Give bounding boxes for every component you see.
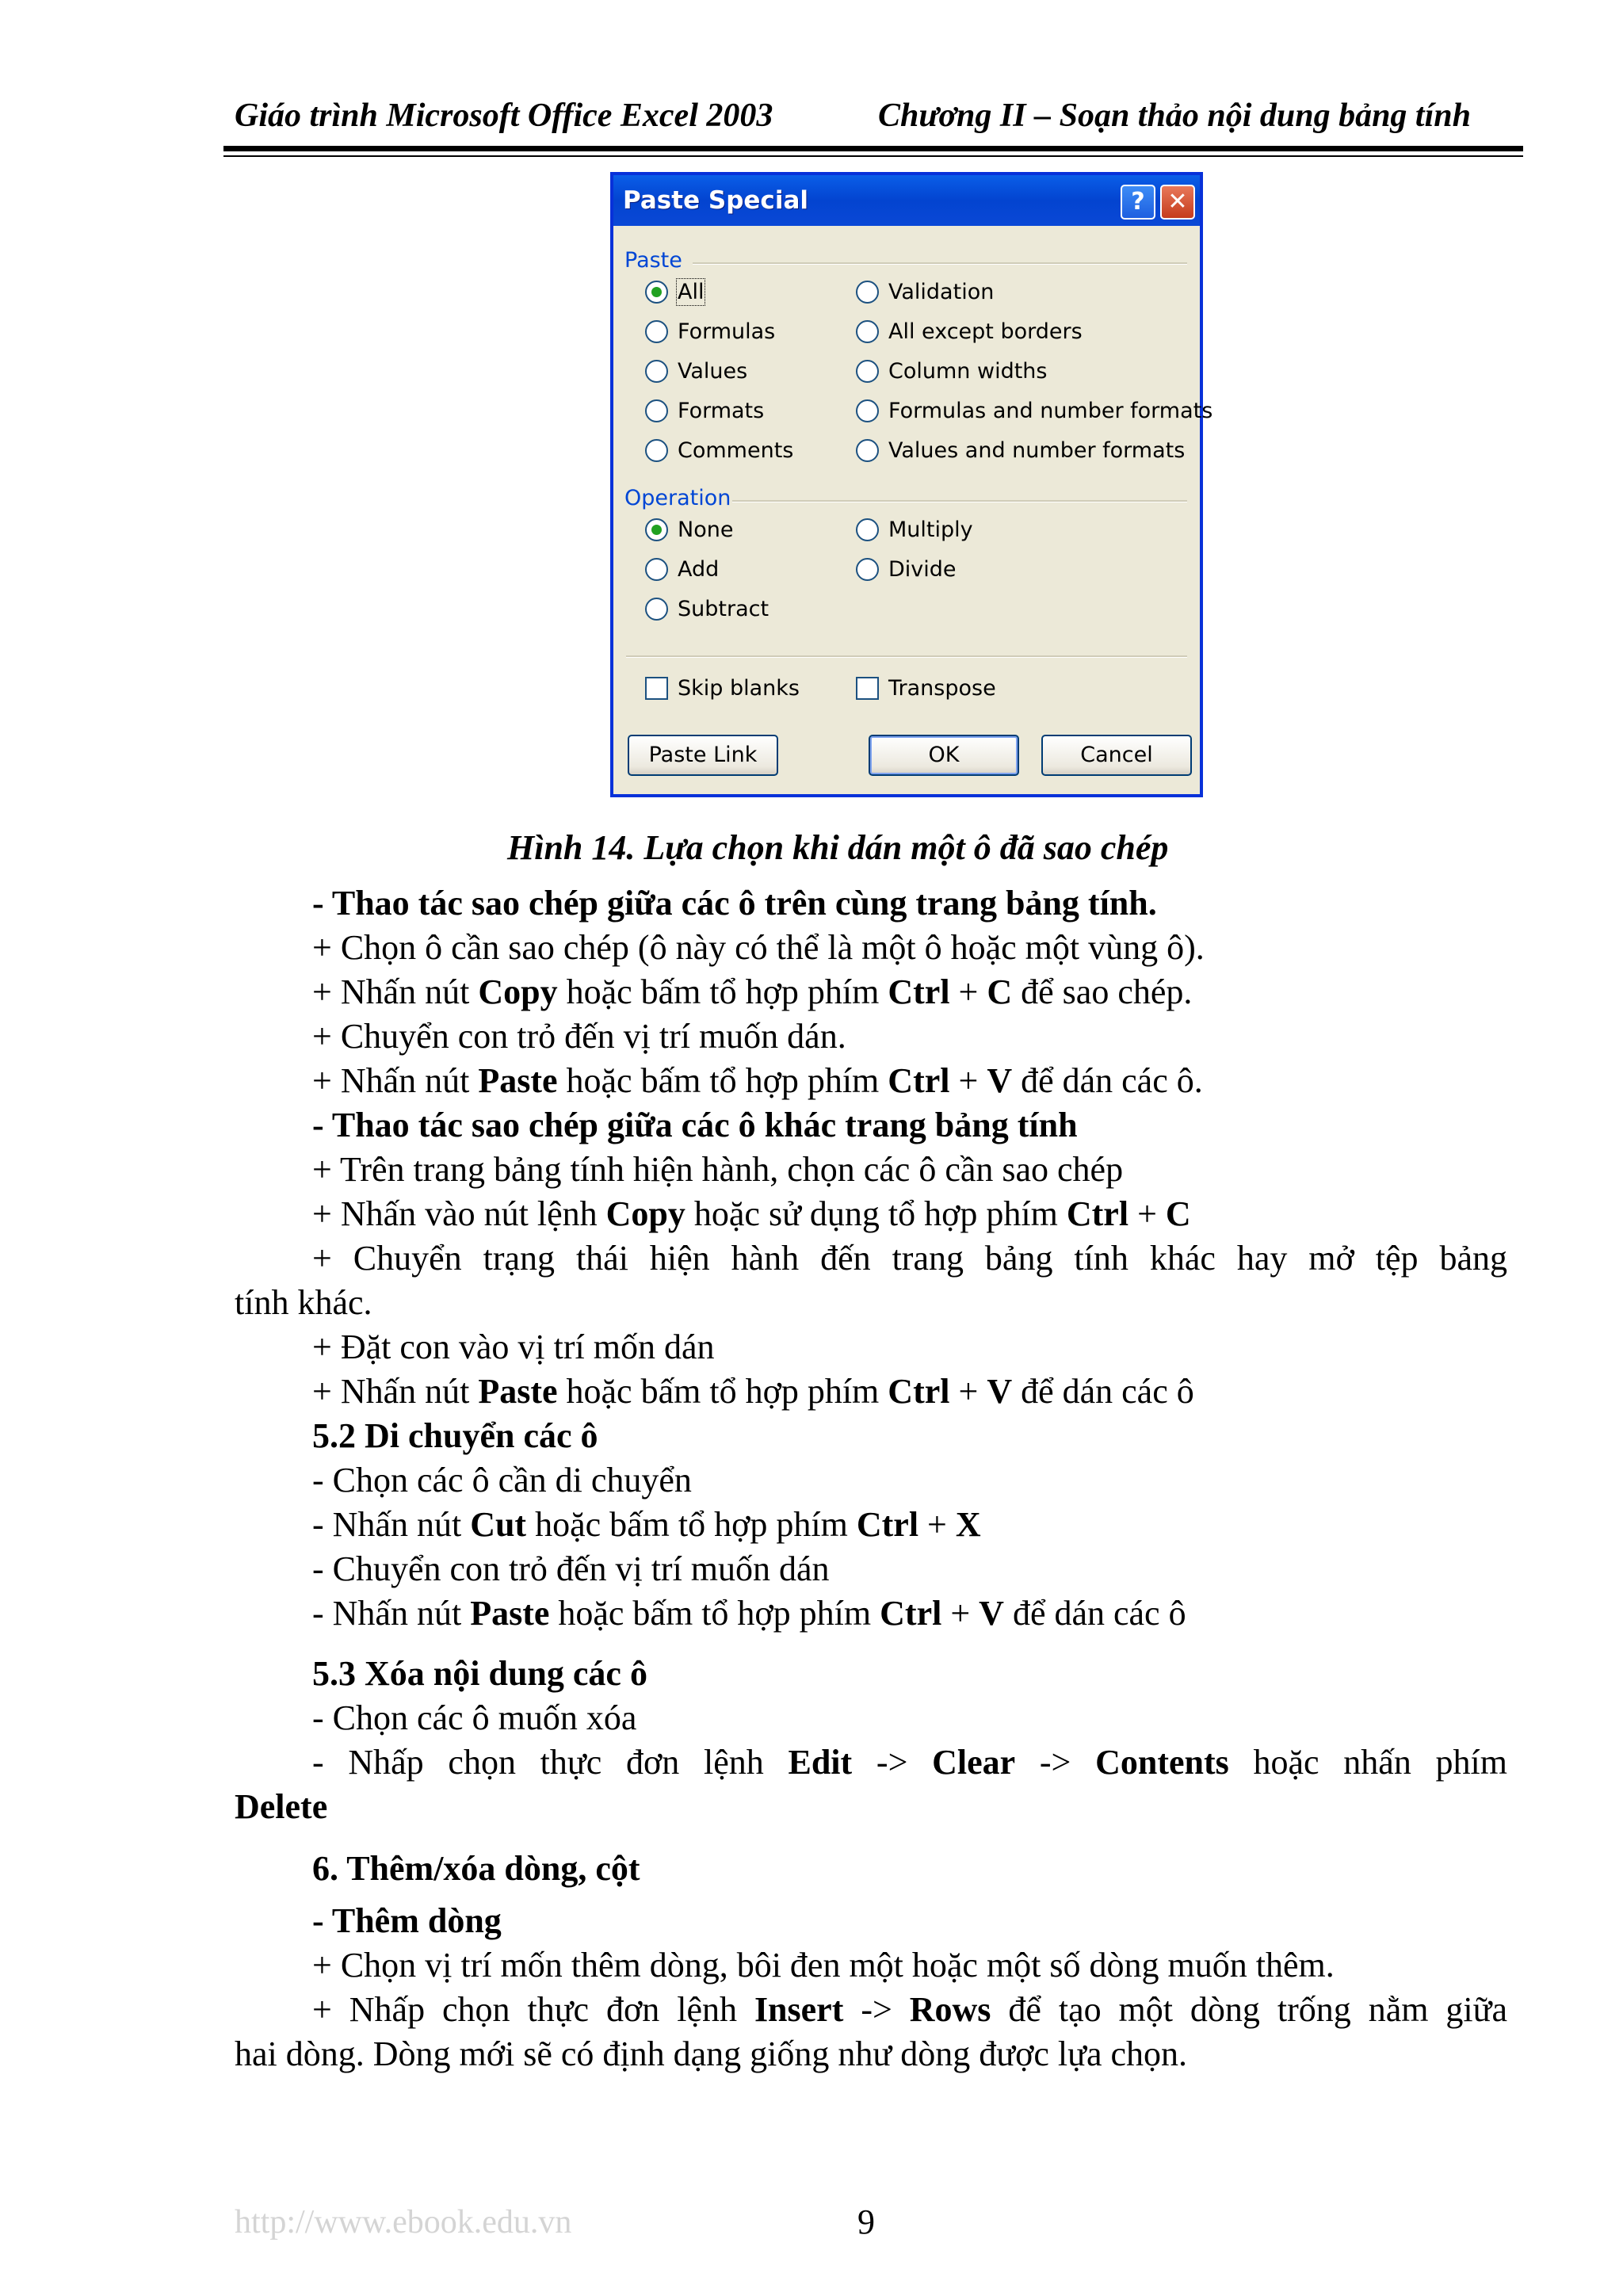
text-line: + Chọn vị trí mốn thêm dòng, bôi đen một hoặc một số dòng muốn thêm. (312, 1946, 1335, 1985)
radio-operation-multiply[interactable]: Multiply (856, 518, 973, 542)
text-line: - Nhấn nút Cut hoặc bấm tổ hợp phím Ctrl + X (312, 1505, 981, 1544)
paste-group-label: Paste (624, 248, 682, 273)
radio-icon (645, 360, 668, 383)
text-line: - Nhấp chọn thực đơn lệnh Edit -> Clear -> Contents hoặc nhấn phím (312, 1743, 1507, 1782)
radio-paste-formats[interactable]: Formats (645, 399, 764, 423)
text-line: + Nhấn nút Paste hoặc bấm tổ hợp phím Ctrl + V để dán các ô. (312, 1061, 1203, 1100)
text-line: - Chuyển con trỏ đến vị trí muốn dán (312, 1549, 830, 1588)
checkbox-icon (645, 677, 668, 700)
radio-paste-formulas[interactable]: Formulas (645, 319, 775, 344)
header-book-title: Giáo trình Microsoft Office Excel 2003 (235, 97, 773, 134)
text-line-delete: Delete (235, 1787, 328, 1826)
text-line: + Nhấn nút Copy hoặc bấm tổ hợp phím Ctrl + C để sao chép. (312, 972, 1193, 1011)
header-rule-thin (223, 155, 1523, 157)
paste-link-button[interactable]: Paste Link (628, 735, 778, 776)
figure-caption: Hình 14. Lựa chọn khi dán một ô đã sao chép (507, 828, 1169, 867)
dialog-titlebar (613, 175, 1200, 226)
text-line: + Nhấn nút Paste hoặc bấm tổ hợp phím Ctrl + V để dán các ô (312, 1372, 1194, 1411)
radio-icon (645, 558, 668, 581)
options-separator (626, 655, 1187, 658)
heading-move-cells: 5.2 Di chuyển các ô (312, 1416, 598, 1455)
radio-operation-divide[interactable]: Divide (856, 557, 957, 582)
radio-operation-subtract[interactable]: Subtract (645, 597, 769, 621)
radio-paste-all[interactable]: All (645, 280, 704, 304)
text-line: + Nhấn vào nút lệnh Copy hoặc sử dụng tổ hợp phím Ctrl + C (312, 1194, 1191, 1233)
radio-paste-validation[interactable]: Validation (856, 280, 994, 304)
checkbox-icon (856, 677, 879, 700)
footer-url[interactable]: http://www.ebook.edu.vn (235, 2204, 572, 2241)
cancel-button[interactable]: Cancel (1041, 735, 1192, 776)
text-line: + Chuyển trạng thái hiện hành đến trang bảng tính khác hay mở tệp bảng (312, 1239, 1507, 1278)
text-line: - Chọn các ô muốn xóa (312, 1698, 637, 1737)
text-line: tính khác. (235, 1283, 372, 1322)
radio-paste-formulas-number-formats[interactable]: Formulas and number formats (856, 399, 1212, 423)
heading-add-remove-rows-cols: 6. Thêm/xóa dòng, cột (312, 1849, 640, 1888)
paste-special-dialog (610, 172, 1213, 797)
text-line: - Nhấn nút Paste hoặc bấm tổ hợp phím Ctrl + V để dán các ô (312, 1594, 1186, 1633)
radio-paste-all-except-borders[interactable]: All except borders (856, 319, 1083, 344)
text-line: + Chuyển con trỏ đến vị trí muốn dán. (312, 1017, 846, 1056)
radio-operation-add[interactable]: Add (645, 557, 719, 582)
radio-icon (856, 360, 879, 383)
heading-add-row: - Thêm dòng (312, 1901, 502, 1940)
radio-icon (856, 439, 879, 462)
text-line: + Chọn ô cần sao chép (ô này có thể là một ô hoặc một vùng ô). (312, 928, 1205, 967)
radio-paste-values[interactable]: Values (645, 359, 747, 384)
radio-icon (856, 281, 879, 304)
radio-icon (645, 399, 668, 422)
radio-icon (856, 558, 879, 581)
radio-icon (645, 598, 668, 621)
paste-group-line (693, 262, 1187, 265)
radio-operation-none[interactable]: None (645, 518, 733, 542)
ok-button[interactable]: OK (869, 735, 1019, 776)
header-chapter-title: Chương II – Soạn thảo nội dung bảng tính (877, 97, 1471, 134)
radio-paste-column-widths[interactable]: Column widths (856, 359, 1047, 384)
operation-group-line (732, 500, 1187, 502)
radio-icon (856, 320, 879, 343)
text-line: + Đặt con vào vị trí mốn dán (312, 1328, 715, 1366)
text-line: + Trên trang bảng tính hiện hành, chọn các ô cần sao chép (312, 1150, 1124, 1189)
radio-icon (645, 518, 668, 541)
transpose-checkbox[interactable]: Transpose (856, 676, 996, 701)
heading-copy-other-sheet: - Thao tác sao chép giữa các ô khác trang bảng tính (312, 1106, 1078, 1144)
skip-blanks-checkbox[interactable]: Skip blanks (645, 676, 800, 701)
text-line: hai dòng. Dòng mới sẽ có định dạng giống như dòng được lựa chọn. (235, 2034, 1188, 2073)
help-icon[interactable]: ? (1121, 185, 1155, 220)
operation-group-label: Operation (624, 486, 731, 510)
text-line: + Nhấp chọn thực đơn lệnh Insert -> Rows để tạo một dòng trống nằm giữa (312, 1990, 1507, 2029)
radio-paste-comments[interactable]: Comments (645, 438, 793, 463)
text-line: - Chọn các ô cần di chuyển (312, 1461, 692, 1499)
dialog-title: Paste Special (623, 186, 808, 215)
radio-icon (856, 399, 879, 422)
radio-icon (645, 439, 668, 462)
radio-icon (856, 518, 879, 541)
header-rule-thick (223, 146, 1523, 151)
radio-icon (645, 320, 668, 343)
radio-icon (645, 281, 668, 304)
close-icon[interactable]: ✕ (1160, 185, 1195, 220)
heading-copy-same-sheet: - Thao tác sao chép giữa các ô trên cùng trang bảng tính. (312, 884, 1157, 923)
page-number: 9 (857, 2202, 875, 2241)
radio-paste-values-number-formats[interactable]: Values and number formats (856, 438, 1185, 463)
heading-clear-contents: 5.3 Xóa nội dung các ô (312, 1654, 647, 1693)
